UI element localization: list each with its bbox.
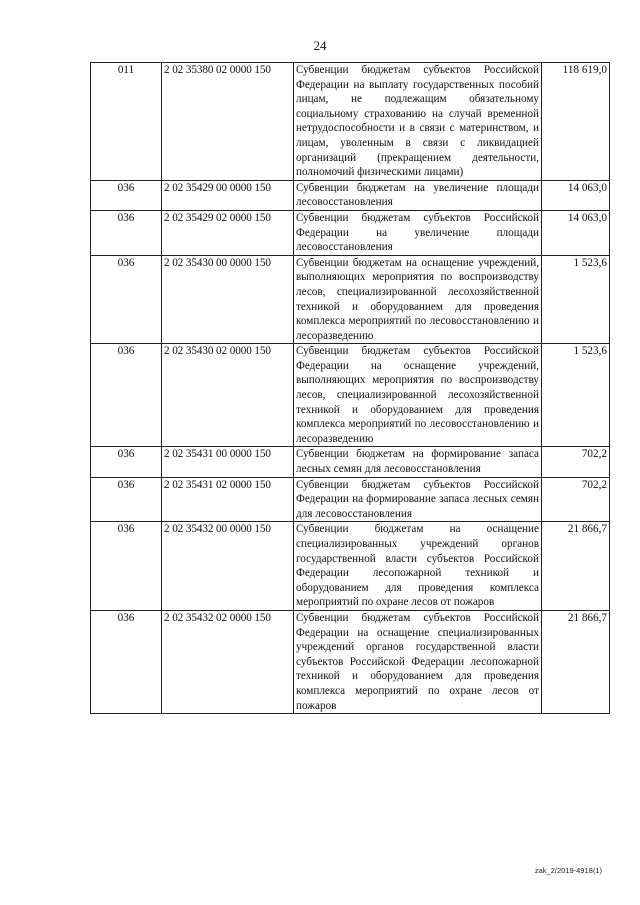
table-row — [91, 210, 610, 255]
table-row — [91, 610, 610, 713]
description-cell: Субвенции бюджетам на оснащение специализированных учреждений органов государственной власти субъектов Российской Федерации лесопожарной техникой и оборудованием для проведения комплекса мероприятий по охране лесов от пожаров — [294, 522, 542, 611]
amount-cell: 702,2 — [542, 447, 610, 477]
budget-table — [90, 62, 610, 714]
description-cell: Субвенции бюджетам субъектов Российской Федерации на оснащение учреждений, выполняющих мероприятия по воспроизводству лесов, специализированной лесохозяйственной техникой и оборудованием для проведения комплекса мероприятий по лесовосстановлению и лесоразведению — [294, 344, 542, 447]
budget-code-cell: 2 02 35431 00 0000 150 — [162, 447, 294, 477]
amount-cell: 1 523,6 — [542, 255, 610, 344]
table-body — [91, 63, 610, 714]
budget-code-cell: 2 02 35430 02 0000 150 — [162, 344, 294, 447]
description-cell: Субвенции бюджетам субъектов Российской Федерации на оснащение специализированных учреждений органов государственной власти субъектов Российской Федерации лесопожарной техникой и оборудованием для проведения комплекса мероприятий по охране лесов от пожаров — [294, 610, 542, 713]
table-row — [91, 477, 610, 522]
amount-cell: 21 866,7 — [542, 522, 610, 611]
amount-cell: 702,2 — [542, 477, 610, 522]
footer-code: zak_2/2019-4918(1) — [534, 866, 602, 875]
description-cell: Субвенции бюджетам субъектов Российской Федерации на выплату государственных пособий лицам, не подлежащим обязательному социальному страхованию на случай временной нетрудоспособности и в связи с материнством, и лицам, уволенным в связи с ликвидацией организаций (прекращением деятельности, полномочий физическими лицами) — [294, 63, 542, 181]
description-cell: Субвенции бюджетам на увеличение площади лесовосстановления — [294, 180, 542, 210]
table-row — [91, 255, 610, 344]
amount-cell: 14 063,0 — [542, 210, 610, 255]
admin-code-cell: 036 — [91, 210, 162, 255]
amount-cell: 14 063,0 — [542, 180, 610, 210]
budget-code-cell: 2 02 35430 00 0000 150 — [162, 255, 294, 344]
admin-code-cell: 036 — [91, 255, 162, 344]
admin-code-cell: 036 — [91, 477, 162, 522]
amount-cell: 21 866,7 — [542, 610, 610, 713]
budget-code-cell: 2 02 35429 00 0000 150 — [162, 180, 294, 210]
description-cell: Субвенции бюджетам субъектов Российской Федерации на увеличение площади лесовосстановления — [294, 210, 542, 255]
budget-code-cell: 2 02 35380 02 0000 150 — [162, 63, 294, 181]
admin-code-cell: 036 — [91, 522, 162, 611]
budget-code-cell: 2 02 35429 02 0000 150 — [162, 210, 294, 255]
description-cell: Субвенции бюджетам на оснащение учреждений, выполняющих мероприятия по воспроизводству лесов, специализированной лесохозяйственной техникой и оборудованием для проведения комплекса мероприятий по лесовосстановлению и лесоразведению — [294, 255, 542, 344]
table-row — [91, 447, 610, 477]
table-row — [91, 522, 610, 611]
description-cell: Субвенции бюджетам субъектов Российской Федерации на формирование запаса лесных семян для лесовосстановления — [294, 477, 542, 522]
admin-code-cell: 036 — [91, 447, 162, 477]
budget-code-cell: 2 02 35432 02 0000 150 — [162, 610, 294, 713]
budget-code-cell: 2 02 35431 02 0000 150 — [162, 477, 294, 522]
admin-code-cell: 036 — [91, 344, 162, 447]
table-row — [91, 344, 610, 447]
admin-code-cell: 011 — [91, 63, 162, 181]
description-cell: Субвенции бюджетам на формирование запаса лесных семян для лесовосстановления — [294, 447, 542, 477]
admin-code-cell: 036 — [91, 180, 162, 210]
table-row — [91, 63, 610, 181]
page-number: 24 — [313, 38, 327, 53]
amount-cell: 118 619,0 — [542, 63, 610, 181]
admin-code-cell: 036 — [91, 610, 162, 713]
budget-code-cell: 2 02 35432 00 0000 150 — [162, 522, 294, 611]
amount-cell: 1 523,6 — [542, 344, 610, 447]
table-row — [91, 180, 610, 210]
